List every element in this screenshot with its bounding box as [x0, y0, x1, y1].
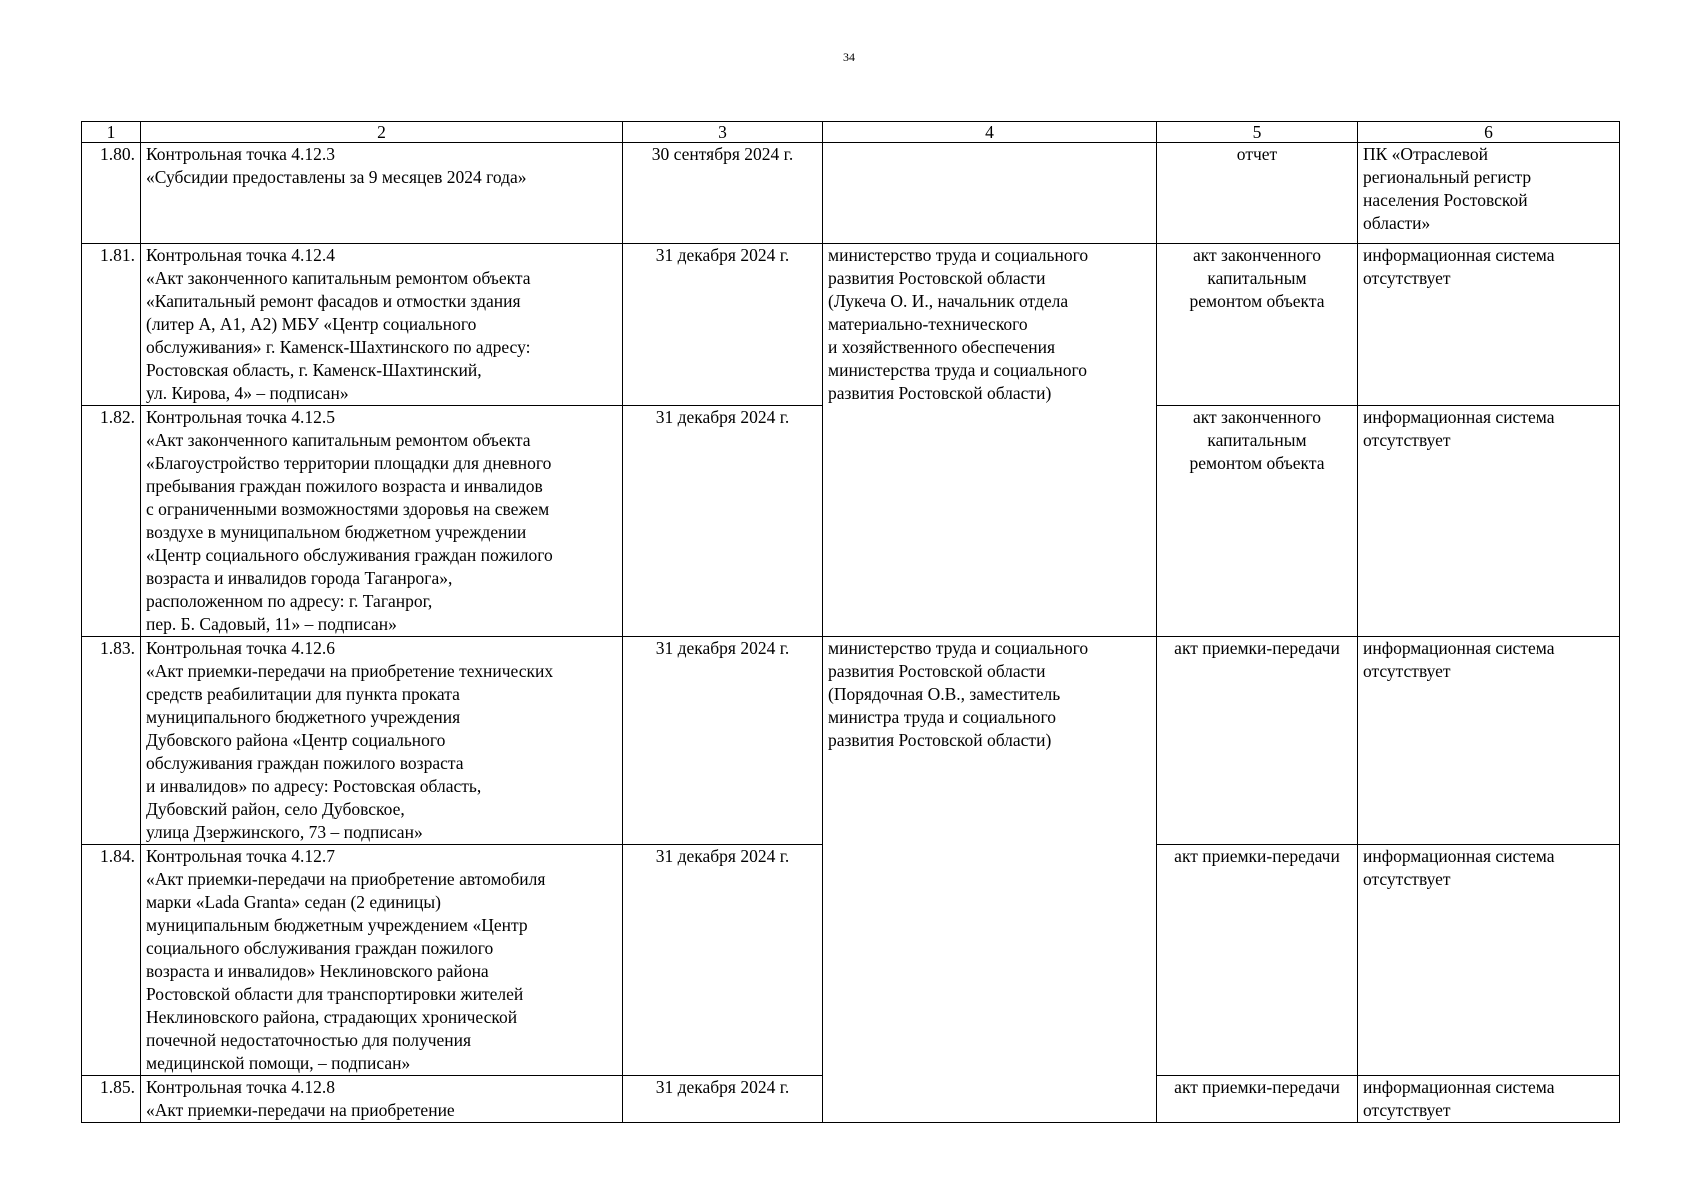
due-date: 31 декабря 2024 г. [623, 244, 823, 406]
column-header: 1 [82, 122, 141, 143]
table-row [82, 637, 1620, 845]
information-system: информационная система отсутствует [1358, 1076, 1620, 1123]
information-system: информационная система отсутствует [1358, 406, 1620, 637]
control-point-description: Контрольная точка 4.12.3 «Субсидии предоставлены за 9 месяцев 2024 года» [141, 143, 623, 244]
control-point-description: Контрольная точка 4.12.8 «Акт приемки-передачи на приобретение [141, 1076, 623, 1123]
table-row [82, 244, 1620, 406]
control-point-description: Контрольная точка 4.12.6 «Акт приемки-передачи на приобретение технических средств реабилитации для пункта проката муниципального бюджетного учреждения Дубовского района «Центр социального обслуживания граждан пожилого возраста и инвалидов» по адресу: Ростовская область, Дубовский район, село Дубовское, улица Дзержинского, 73 – подписан» [141, 637, 623, 845]
due-date: 31 декабря 2024 г. [623, 637, 823, 845]
document-type: акт приемки-передачи [1157, 845, 1358, 1076]
responsible-cell [823, 143, 1157, 244]
column-header: 3 [623, 122, 823, 143]
information-system: информационная система отсутствует [1358, 845, 1620, 1076]
due-date: 31 декабря 2024 г. [623, 845, 823, 1076]
document-type: акт законченного капитальным ремонтом объекта [1157, 244, 1358, 406]
column-header: 6 [1358, 122, 1620, 143]
column-header: 2 [141, 122, 623, 143]
due-date: 31 декабря 2024 г. [623, 406, 823, 637]
information-system: информационная система отсутствует [1358, 244, 1620, 406]
column-number-row [82, 122, 1620, 143]
information-system: информационная система отсутствует [1358, 637, 1620, 845]
column-header: 4 [823, 122, 1157, 143]
row-number: 1.85. [82, 1076, 141, 1123]
row-number: 1.81. [82, 244, 141, 406]
due-date: 30 сентября 2024 г. [623, 143, 823, 244]
column-header: 5 [1157, 122, 1358, 143]
document-type: акт законченного капитальным ремонтом объекта [1157, 406, 1358, 637]
information-system: ПК «Отраслевой региональный регистр населения Ростовской области» [1358, 143, 1620, 244]
responsible-cell: министерство труда и социального развития Ростовской области (Порядочная О.В., заместитель министра труда и социального развития Ростовской области) [823, 637, 1157, 1123]
document-type: отчет [1157, 143, 1358, 244]
table-row [82, 143, 1620, 244]
control-point-description: Контрольная точка 4.12.5 «Акт законченного капитальным ремонтом объекта «Благоустройство территории площадки для дневного пребывания граждан пожилого возраста и инвалидов с ограниченными возможностями здоровья на свежем воздухе в муниципальном бюджетном учреждении «Центр социального обслуживания граждан пожилого возраста и инвалидов города Таганрога», расположенном по адресу: г. Таганрог, пер. Б. Садовый, 11» – подписан» [141, 406, 623, 637]
row-number: 1.82. [82, 406, 141, 637]
row-number: 1.84. [82, 845, 141, 1076]
document-type: акт приемки-передачи [1157, 1076, 1358, 1123]
due-date: 31 декабря 2024 г. [623, 1076, 823, 1123]
row-number: 1.83. [82, 637, 141, 845]
control-point-description: Контрольная точка 4.12.7 «Акт приемки-передачи на приобретение автомобиля марки «Lada Granta» седан (2 единицы) муниципальным бюджетным учреждением «Центр социального обслуживания граждан пожилого возраста и инвалидов» Неклиновского района Ростовской области для транспортировки жителей Неклиновского района, страдающих хронической почечной недостаточностью для получения медицинской помощи, – подписан» [141, 845, 623, 1076]
page-number: 34 [843, 50, 855, 64]
row-number: 1.80. [82, 143, 141, 244]
control-points-table [81, 121, 1620, 1123]
document-type: акт приемки-передачи [1157, 637, 1358, 845]
responsible-cell: министерство труда и социального развития Ростовской области (Лукеча О. И., начальник отдела материально-технического и хозяйственного обеспечения министерства труда и социального развития Ростовской области) [823, 244, 1157, 637]
control-point-description: Контрольная точка 4.12.4 «Акт законченного капитальным ремонтом объекта «Капитальный ремонт фасадов и отмостки здания (литер А, А1, А2) МБУ «Центр социального обслуживания» г. Каменск-Шахтинского по адресу: Ростовская область, г. Каменск-Шахтинский, ул. Кирова, 4» – подписан» [141, 244, 623, 406]
